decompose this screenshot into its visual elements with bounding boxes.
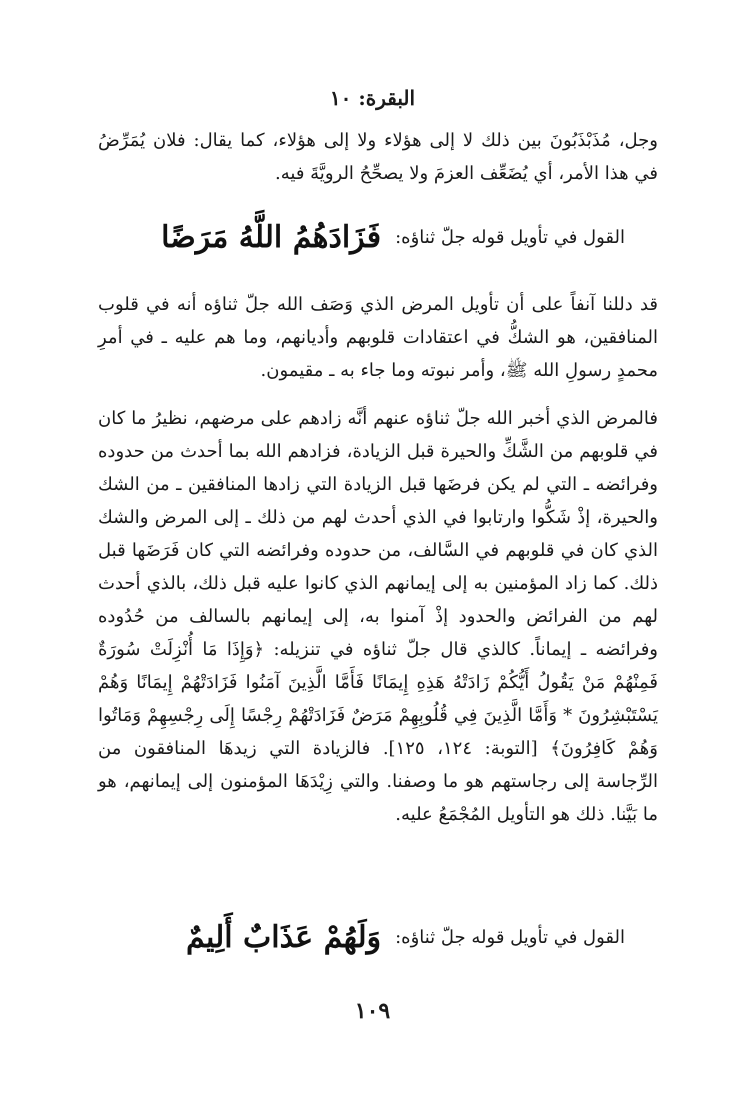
quran-verse: ﴿وَإِذَا مَا أُنْزِلَتْ سُورَةٌ فَمِنْهُمْ مَنْ يَقُولُ أَيُّكُمْ زَادَتْهُ هَذِهِ إِيمَانًا فَأَمَّا الَّذِينَ آمَنُوا فَزَادَتْهُمْ إِيمَانًا وَهُمْ يَسْتَبْشِرُونَ * وَأَمَّا الَّذِينَ فِي قُلُوبِهِمْ مَرَضٌ فَزَادَتْهُمْ رِجْسًا إِلَى رِجْسِهِمْ وَمَاتُوا وَهُمْ كَافِرُونَ﴾ (98, 639, 658, 759)
page-header (0, 86, 745, 110)
paragraph-1: وجل، مُذَبْذَبُونَ بين ذلك لا إلى هؤلاء ولا إلى هؤلاء، كما يقال: فلان يُمَرِّضُ في هذا الأمر، أي يُضَعِّف العزمَ ولا يصحِّحُ الرويَّةَ فيه. (98, 130, 658, 184)
heading-1-text: القول في تأويل قوله جلّ ثناؤه: (395, 227, 625, 248)
paragraph-3 (98, 402, 658, 831)
section-heading-2 (150, 920, 625, 955)
paragraph-3-tail: [التوبة: ١٢٤، ١٢٥]. فالزيادة التي زيدهَا المنافقون من الرِّجاسة إلى رجاستهم هو ما وصفنا. والتي زِيْدَهَا المؤمنون إلى إيمانهم، هو ما بَيَّنا. ذلك هو التأويل المُجْمَعُ عليه. (98, 738, 658, 825)
heading-2-text: القول في تأويل قوله جلّ ثناؤه: (395, 927, 625, 948)
page-number: ١٠٩ (354, 998, 391, 1024)
section-heading-1 (150, 220, 625, 255)
surah-reference: البقرة: ١٠ (329, 86, 416, 110)
paragraph-3-body: فالمرض الذي أخبر الله جلّ ثناؤه عنهم أنَّه زادهم على مرضهم، نظيرُ ما كان في قلوبهم من الشَّكِّ والحيرة قبل الزيادة، فزادهم الله بما أحدث من حدوده وفرائضه ـ التي لم يكن فرضَها قبل الزيادة التي زادها المنافقين ـ من الشك والحيرة، إذْ شَكُّوا وارتابوا في الذي أحدث لهم من ذلك ـ إلى المرض والشك الذي كان في قلوبهم في السَّالف، من حدوده وفرائضه التي كان فَرَضَها قبل ذلك. كما زاد المؤمنين به إلى إيمانهم الذي كانوا عليه قبل ذلك، بالذي أحدث لهم من الفرائض والحدود إذْ آمنوا به، إلى إيمانهم بالسالف من حُدُوده وفرائضه ـ إيماناً. كالذي قال جلّ ثناؤه في تنزيله: (98, 408, 658, 660)
heading-1-quran-quote: فَزَادَهُمُ اللَّهُ مَرَضًا (161, 220, 382, 255)
paragraph-2: قد دللنا آنفاً على أن تأويل المرض الذي وَصَف الله جلّ ثناؤه أنه في قلوب المنافقين، هو الشكُّ في اعتقادات قلوبهم وأديانهم، وما هم عليه ـ في أمرِ محمدٍ رسولِ الله ﷺ، وأمر نبوته وما جاء به ـ مقيمون. (98, 294, 658, 381)
heading-2-quran-quote: وَلَهُمْ عَذَابٌ أَلِيمٌ (186, 920, 382, 955)
